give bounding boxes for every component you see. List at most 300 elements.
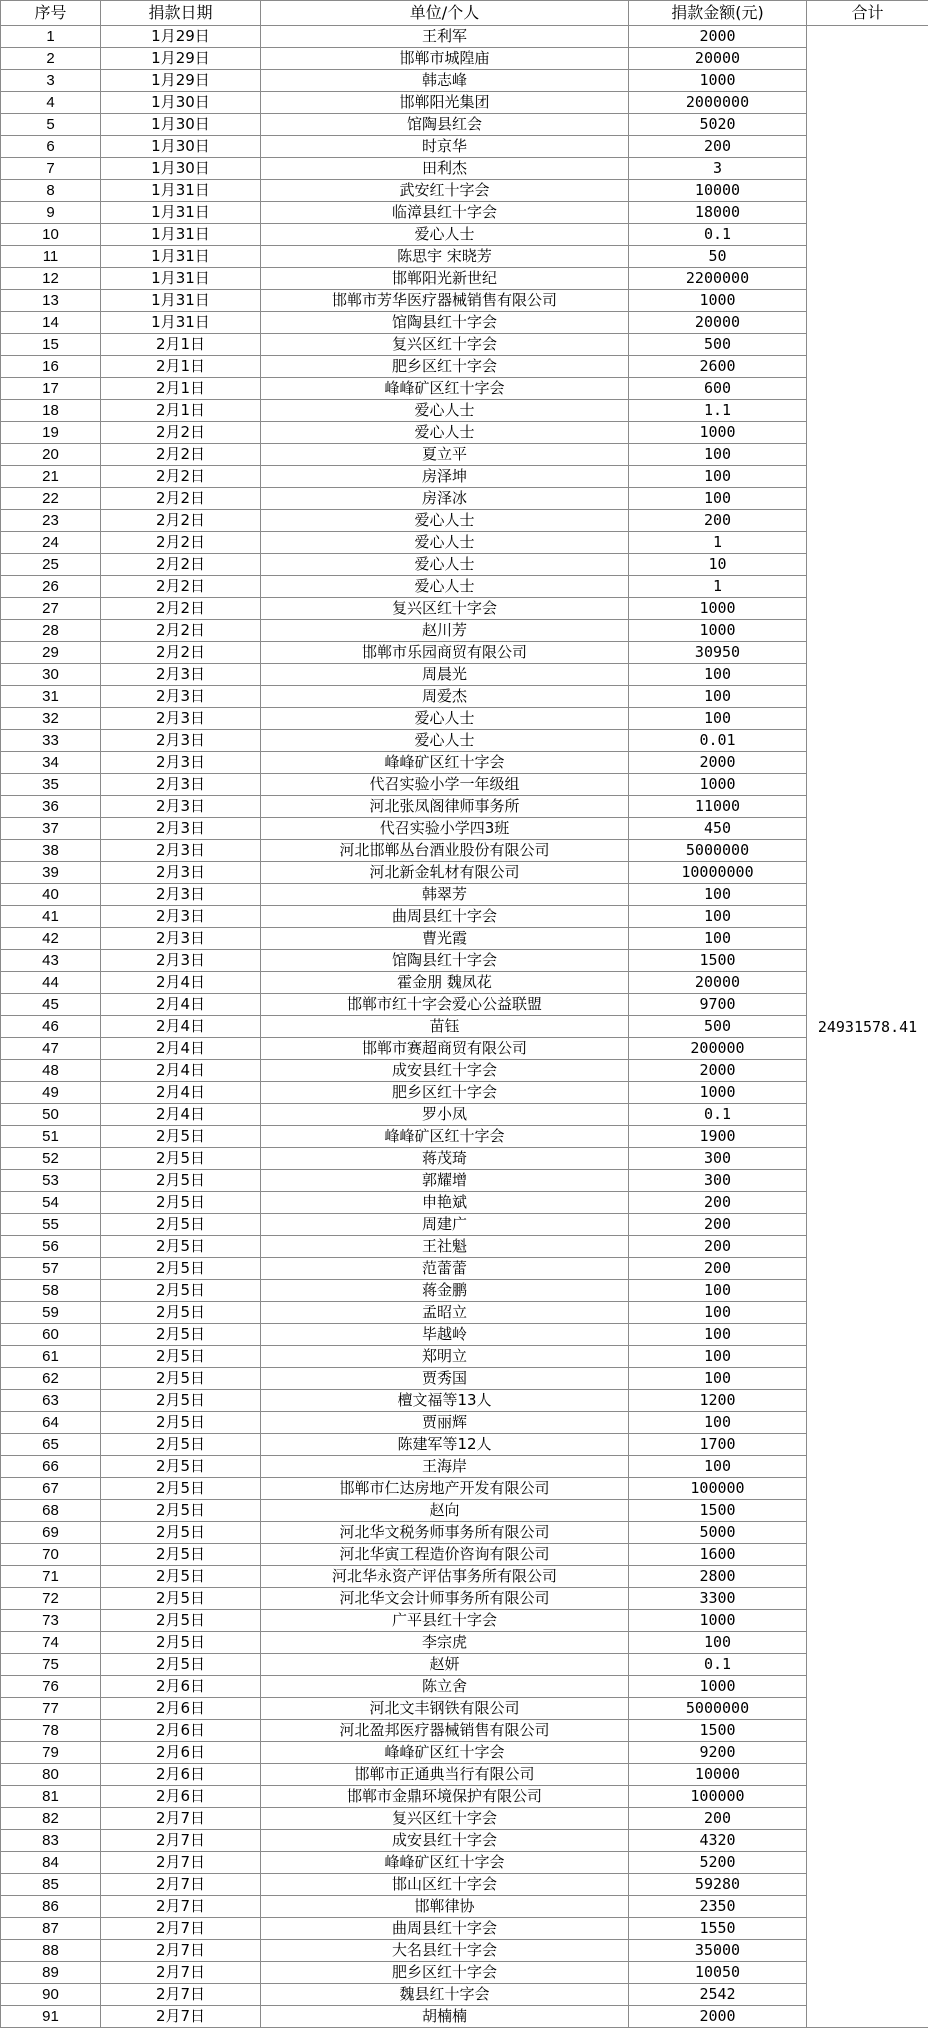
seq-cell: 45 bbox=[1, 994, 101, 1016]
table-row bbox=[1, 928, 928, 950]
seq-cell: 41 bbox=[1, 906, 101, 928]
seq-cell: 52 bbox=[1, 1148, 101, 1170]
amount-cell: 2000000 bbox=[629, 92, 807, 114]
donor-cell: 王社魁 bbox=[261, 1236, 629, 1258]
table-row bbox=[1, 818, 928, 840]
date-cell: 2月2日 bbox=[101, 532, 261, 554]
table-row bbox=[1, 598, 928, 620]
date-cell: 2月2日 bbox=[101, 576, 261, 598]
table-row bbox=[1, 1588, 928, 1610]
donor-cell: 馆陶县红十字会 bbox=[261, 950, 629, 972]
donor-cell: 复兴区红十字会 bbox=[261, 1808, 629, 1830]
amount-cell: 100 bbox=[629, 1280, 807, 1302]
donor-cell: 峰峰矿区红十字会 bbox=[261, 1126, 629, 1148]
seq-cell: 70 bbox=[1, 1544, 101, 1566]
donor-cell: 河北新金轧材有限公司 bbox=[261, 862, 629, 884]
donor-cell: 王利军 bbox=[261, 26, 629, 48]
seq-cell: 19 bbox=[1, 422, 101, 444]
amount-cell: 35000 bbox=[629, 1940, 807, 1962]
amount-cell: 100 bbox=[629, 906, 807, 928]
amount-cell: 1000 bbox=[629, 1676, 807, 1698]
amount-cell: 1500 bbox=[629, 950, 807, 972]
seq-cell: 69 bbox=[1, 1522, 101, 1544]
donor-cell: 韩翠芳 bbox=[261, 884, 629, 906]
table-row bbox=[1, 774, 928, 796]
seq-cell: 16 bbox=[1, 356, 101, 378]
table-row bbox=[1, 1280, 928, 1302]
seq-cell: 43 bbox=[1, 950, 101, 972]
date-cell: 2月3日 bbox=[101, 686, 261, 708]
date-cell: 2月5日 bbox=[101, 1500, 261, 1522]
seq-cell: 6 bbox=[1, 136, 101, 158]
date-cell: 2月5日 bbox=[101, 1610, 261, 1632]
table-row bbox=[1, 1500, 928, 1522]
seq-cell: 46 bbox=[1, 1016, 101, 1038]
donor-cell: 爱心人士 bbox=[261, 576, 629, 598]
seq-cell: 21 bbox=[1, 466, 101, 488]
seq-cell: 26 bbox=[1, 576, 101, 598]
date-cell: 1月31日 bbox=[101, 202, 261, 224]
amount-cell: 5200 bbox=[629, 1852, 807, 1874]
table-row bbox=[1, 158, 928, 180]
date-cell: 2月5日 bbox=[101, 1170, 261, 1192]
date-cell: 2月5日 bbox=[101, 1588, 261, 1610]
donor-cell: 魏县红十字会 bbox=[261, 1984, 629, 2006]
amount-cell: 2600 bbox=[629, 356, 807, 378]
date-cell: 2月7日 bbox=[101, 1830, 261, 1852]
table-row bbox=[1, 1126, 928, 1148]
seq-cell: 83 bbox=[1, 1830, 101, 1852]
date-cell: 2月2日 bbox=[101, 620, 261, 642]
date-cell: 2月1日 bbox=[101, 400, 261, 422]
seq-cell: 48 bbox=[1, 1060, 101, 1082]
amount-cell: 2000 bbox=[629, 752, 807, 774]
table-row bbox=[1, 620, 928, 642]
table-row bbox=[1, 180, 928, 202]
date-cell: 2月4日 bbox=[101, 1060, 261, 1082]
date-cell: 1月30日 bbox=[101, 92, 261, 114]
seq-cell: 85 bbox=[1, 1874, 101, 1896]
date-cell: 2月5日 bbox=[101, 1258, 261, 1280]
amount-cell: 10000 bbox=[629, 1764, 807, 1786]
table-row bbox=[1, 1148, 928, 1170]
seq-cell: 74 bbox=[1, 1632, 101, 1654]
table-row bbox=[1, 906, 928, 928]
table-row bbox=[1, 1038, 928, 1060]
table-row bbox=[1, 1544, 928, 1566]
donor-cell: 赵妍 bbox=[261, 1654, 629, 1676]
amount-cell: 9700 bbox=[629, 994, 807, 1016]
donor-cell: 周建广 bbox=[261, 1214, 629, 1236]
donor-cell: 复兴区红十字会 bbox=[261, 598, 629, 620]
date-cell: 2月7日 bbox=[101, 1918, 261, 1940]
date-cell: 2月3日 bbox=[101, 840, 261, 862]
donor-cell: 赵川芳 bbox=[261, 620, 629, 642]
seq-cell: 55 bbox=[1, 1214, 101, 1236]
table-row bbox=[1, 312, 928, 334]
seq-cell: 12 bbox=[1, 268, 101, 290]
donor-cell: 赵向 bbox=[261, 1500, 629, 1522]
donor-cell: 邯郸市正通典当行有限公司 bbox=[261, 1764, 629, 1786]
amount-cell: 10000 bbox=[629, 180, 807, 202]
date-cell: 2月3日 bbox=[101, 818, 261, 840]
table-row bbox=[1, 950, 928, 972]
donor-cell: 周晨光 bbox=[261, 664, 629, 686]
seq-cell: 29 bbox=[1, 642, 101, 664]
date-cell: 2月2日 bbox=[101, 444, 261, 466]
donor-cell: 河北华永资产评估事务所有限公司 bbox=[261, 1566, 629, 1588]
date-cell: 1月30日 bbox=[101, 114, 261, 136]
seq-cell: 35 bbox=[1, 774, 101, 796]
date-cell: 2月7日 bbox=[101, 1874, 261, 1896]
donor-cell: 武安红十字会 bbox=[261, 180, 629, 202]
date-cell: 1月31日 bbox=[101, 312, 261, 334]
amount-cell: 1000 bbox=[629, 70, 807, 92]
amount-cell: 2000 bbox=[629, 2006, 807, 2028]
seq-cell: 49 bbox=[1, 1082, 101, 1104]
donor-cell: 临漳县红十字会 bbox=[261, 202, 629, 224]
date-cell: 2月5日 bbox=[101, 1346, 261, 1368]
seq-cell: 64 bbox=[1, 1412, 101, 1434]
amount-cell: 50 bbox=[629, 246, 807, 268]
donor-cell: 韩志峰 bbox=[261, 70, 629, 92]
date-cell: 2月4日 bbox=[101, 1082, 261, 1104]
amount-cell: 2000 bbox=[629, 1060, 807, 1082]
date-cell: 1月31日 bbox=[101, 246, 261, 268]
amount-cell: 1550 bbox=[629, 1918, 807, 1940]
donor-cell: 霍金朋 魏凤花 bbox=[261, 972, 629, 994]
table-row bbox=[1, 510, 928, 532]
amount-cell: 1000 bbox=[629, 1082, 807, 1104]
date-cell: 2月6日 bbox=[101, 1742, 261, 1764]
donor-cell: 邯郸阳光集团 bbox=[261, 92, 629, 114]
table-row bbox=[1, 1346, 928, 1368]
amount-cell: 4320 bbox=[629, 1830, 807, 1852]
seq-cell: 25 bbox=[1, 554, 101, 576]
table-row bbox=[1, 972, 928, 994]
date-cell: 2月5日 bbox=[101, 1390, 261, 1412]
table-row bbox=[1, 422, 928, 444]
seq-cell: 13 bbox=[1, 290, 101, 312]
seq-cell: 15 bbox=[1, 334, 101, 356]
amount-cell: 100 bbox=[629, 1346, 807, 1368]
date-cell: 2月5日 bbox=[101, 1566, 261, 1588]
donor-cell: 爱心人士 bbox=[261, 730, 629, 752]
header-total: 合计 bbox=[807, 1, 928, 26]
donor-cell: 河北华文税务师事务所有限公司 bbox=[261, 1522, 629, 1544]
date-cell: 1月30日 bbox=[101, 158, 261, 180]
seq-cell: 47 bbox=[1, 1038, 101, 1060]
amount-cell: 1000 bbox=[629, 774, 807, 796]
donor-cell: 肥乡区红十字会 bbox=[261, 356, 629, 378]
amount-cell: 2350 bbox=[629, 1896, 807, 1918]
table-row bbox=[1, 1412, 928, 1434]
seq-cell: 58 bbox=[1, 1280, 101, 1302]
seq-cell: 50 bbox=[1, 1104, 101, 1126]
donor-cell: 蒋金鹏 bbox=[261, 1280, 629, 1302]
date-cell: 2月6日 bbox=[101, 1764, 261, 1786]
date-cell: 2月5日 bbox=[101, 1478, 261, 1500]
date-cell: 2月3日 bbox=[101, 708, 261, 730]
date-cell: 2月6日 bbox=[101, 1676, 261, 1698]
amount-cell: 5000000 bbox=[629, 840, 807, 862]
donor-cell: 河北盈邦医疗器械销售有限公司 bbox=[261, 1720, 629, 1742]
donor-cell: 广平县红十字会 bbox=[261, 1610, 629, 1632]
date-cell: 2月3日 bbox=[101, 730, 261, 752]
table-row bbox=[1, 1214, 928, 1236]
date-cell: 2月3日 bbox=[101, 752, 261, 774]
amount-cell: 100 bbox=[629, 664, 807, 686]
donor-cell: 邯郸市城隍庙 bbox=[261, 48, 629, 70]
amount-cell: 100000 bbox=[629, 1478, 807, 1500]
amount-cell: 1 bbox=[629, 576, 807, 598]
seq-cell: 32 bbox=[1, 708, 101, 730]
date-cell: 2月5日 bbox=[101, 1434, 261, 1456]
table-row bbox=[1, 224, 928, 246]
donor-cell: 峰峰矿区红十字会 bbox=[261, 1742, 629, 1764]
date-cell: 2月7日 bbox=[101, 1852, 261, 1874]
amount-cell: 1500 bbox=[629, 1720, 807, 1742]
seq-cell: 18 bbox=[1, 400, 101, 422]
donor-cell: 河北邯郸丛台酒业股份有限公司 bbox=[261, 840, 629, 862]
table-row bbox=[1, 1324, 928, 1346]
date-cell: 2月5日 bbox=[101, 1126, 261, 1148]
date-cell: 2月1日 bbox=[101, 378, 261, 400]
date-cell: 2月2日 bbox=[101, 466, 261, 488]
donor-cell: 贾丽辉 bbox=[261, 1412, 629, 1434]
date-cell: 2月1日 bbox=[101, 356, 261, 378]
table-row bbox=[1, 576, 928, 598]
table-row bbox=[1, 2006, 928, 2028]
seq-cell: 17 bbox=[1, 378, 101, 400]
table-row bbox=[1, 1610, 928, 1632]
amount-cell: 3300 bbox=[629, 1588, 807, 1610]
date-cell: 2月5日 bbox=[101, 1456, 261, 1478]
seq-cell: 82 bbox=[1, 1808, 101, 1830]
donor-cell: 孟昭立 bbox=[261, 1302, 629, 1324]
table-row bbox=[1, 1192, 928, 1214]
table-row bbox=[1, 1368, 928, 1390]
amount-cell: 100 bbox=[629, 928, 807, 950]
table-row bbox=[1, 862, 928, 884]
table-row bbox=[1, 466, 928, 488]
table-row bbox=[1, 1852, 928, 1874]
amount-cell: 3 bbox=[629, 158, 807, 180]
donor-cell: 爱心人士 bbox=[261, 224, 629, 246]
seq-cell: 81 bbox=[1, 1786, 101, 1808]
table-row bbox=[1, 1962, 928, 1984]
date-cell: 2月5日 bbox=[101, 1412, 261, 1434]
amount-cell: 1000 bbox=[629, 290, 807, 312]
amount-cell: 1000 bbox=[629, 422, 807, 444]
date-cell: 2月2日 bbox=[101, 554, 261, 576]
seq-cell: 42 bbox=[1, 928, 101, 950]
table-row bbox=[1, 1940, 928, 1962]
donor-cell: 郑明立 bbox=[261, 1346, 629, 1368]
seq-cell: 65 bbox=[1, 1434, 101, 1456]
date-cell: 2月3日 bbox=[101, 862, 261, 884]
seq-cell: 51 bbox=[1, 1126, 101, 1148]
seq-cell: 24 bbox=[1, 532, 101, 554]
date-cell: 2月6日 bbox=[101, 1786, 261, 1808]
table-row bbox=[1, 1456, 928, 1478]
table-row bbox=[1, 1698, 928, 1720]
amount-cell: 100 bbox=[629, 1324, 807, 1346]
seq-cell: 63 bbox=[1, 1390, 101, 1412]
donor-cell: 邯郸市赛超商贸有限公司 bbox=[261, 1038, 629, 1060]
seq-cell: 11 bbox=[1, 246, 101, 268]
seq-cell: 34 bbox=[1, 752, 101, 774]
table-row bbox=[1, 1236, 928, 1258]
date-cell: 2月5日 bbox=[101, 1192, 261, 1214]
amount-cell: 1.1 bbox=[629, 400, 807, 422]
seq-cell: 67 bbox=[1, 1478, 101, 1500]
donor-cell: 邯郸市金鼎环境保护有限公司 bbox=[261, 1786, 629, 1808]
date-cell: 2月5日 bbox=[101, 1280, 261, 1302]
table-row bbox=[1, 114, 928, 136]
amount-cell: 300 bbox=[629, 1148, 807, 1170]
table-row bbox=[1, 884, 928, 906]
table-row bbox=[1, 268, 928, 290]
seq-cell: 68 bbox=[1, 1500, 101, 1522]
donor-cell: 爱心人士 bbox=[261, 400, 629, 422]
amount-cell: 30950 bbox=[629, 642, 807, 664]
amount-cell: 1500 bbox=[629, 1500, 807, 1522]
table-row bbox=[1, 356, 928, 378]
donor-cell: 峰峰矿区红十字会 bbox=[261, 752, 629, 774]
table-row bbox=[1, 796, 928, 818]
amount-cell: 10 bbox=[629, 554, 807, 576]
amount-cell: 9200 bbox=[629, 1742, 807, 1764]
seq-cell: 54 bbox=[1, 1192, 101, 1214]
date-cell: 2月4日 bbox=[101, 1104, 261, 1126]
header-donor: 单位/个人 bbox=[261, 1, 629, 26]
date-cell: 2月5日 bbox=[101, 1214, 261, 1236]
date-cell: 1月31日 bbox=[101, 268, 261, 290]
date-cell: 2月2日 bbox=[101, 488, 261, 510]
donor-cell: 陈思宇 宋晓芳 bbox=[261, 246, 629, 268]
amount-cell: 200 bbox=[629, 1236, 807, 1258]
amount-cell: 200 bbox=[629, 136, 807, 158]
date-cell: 2月4日 bbox=[101, 972, 261, 994]
date-cell: 1月29日 bbox=[101, 48, 261, 70]
table-row bbox=[1, 246, 928, 268]
donor-cell: 邯郸市芳华医疗器械销售有限公司 bbox=[261, 290, 629, 312]
seq-cell: 20 bbox=[1, 444, 101, 466]
date-cell: 1月29日 bbox=[101, 70, 261, 92]
amount-cell: 600 bbox=[629, 378, 807, 400]
seq-cell: 61 bbox=[1, 1346, 101, 1368]
table-row bbox=[1, 92, 928, 114]
amount-cell: 2200000 bbox=[629, 268, 807, 290]
amount-cell: 1600 bbox=[629, 1544, 807, 1566]
amount-cell: 2000 bbox=[629, 26, 807, 48]
donor-cell: 馆陶县红会 bbox=[261, 114, 629, 136]
date-cell: 2月7日 bbox=[101, 1808, 261, 1830]
table-row bbox=[1, 444, 928, 466]
donor-cell: 苗钰 bbox=[261, 1016, 629, 1038]
donor-cell: 邯山区红十字会 bbox=[261, 1874, 629, 1896]
amount-cell: 5000000 bbox=[629, 1698, 807, 1720]
seq-cell: 30 bbox=[1, 664, 101, 686]
table-row bbox=[1, 1258, 928, 1280]
date-cell: 1月30日 bbox=[101, 136, 261, 158]
table-row bbox=[1, 1104, 928, 1126]
date-cell: 2月2日 bbox=[101, 422, 261, 444]
date-cell: 2月3日 bbox=[101, 884, 261, 906]
donor-cell: 房泽冰 bbox=[261, 488, 629, 510]
donor-cell: 李宗虎 bbox=[261, 1632, 629, 1654]
table-row bbox=[1, 554, 928, 576]
donor-cell: 邯郸阳光新世纪 bbox=[261, 268, 629, 290]
date-cell: 2月3日 bbox=[101, 906, 261, 928]
table-row bbox=[1, 1478, 928, 1500]
amount-cell: 100 bbox=[629, 488, 807, 510]
donor-cell: 檀文福等13人 bbox=[261, 1390, 629, 1412]
date-cell: 2月3日 bbox=[101, 664, 261, 686]
table-row bbox=[1, 708, 928, 730]
seq-cell: 71 bbox=[1, 1566, 101, 1588]
seq-cell: 56 bbox=[1, 1236, 101, 1258]
table-row bbox=[1, 1786, 928, 1808]
date-cell: 2月3日 bbox=[101, 796, 261, 818]
amount-cell: 59280 bbox=[629, 1874, 807, 1896]
table-row bbox=[1, 532, 928, 554]
date-cell: 2月4日 bbox=[101, 994, 261, 1016]
date-cell: 1月31日 bbox=[101, 180, 261, 202]
donor-cell: 蒋茂琦 bbox=[261, 1148, 629, 1170]
table-row bbox=[1, 334, 928, 356]
date-cell: 2月6日 bbox=[101, 1698, 261, 1720]
donor-cell: 范蕾蕾 bbox=[261, 1258, 629, 1280]
table-body bbox=[1, 26, 928, 2028]
amount-cell: 1700 bbox=[629, 1434, 807, 1456]
table-row bbox=[1, 686, 928, 708]
donor-cell: 曹光霞 bbox=[261, 928, 629, 950]
header-date: 捐款日期 bbox=[101, 1, 261, 26]
donor-cell: 郭耀增 bbox=[261, 1170, 629, 1192]
date-cell: 2月7日 bbox=[101, 1984, 261, 2006]
donor-cell: 罗小凤 bbox=[261, 1104, 629, 1126]
table-row bbox=[1, 664, 928, 686]
amount-cell: 500 bbox=[629, 1016, 807, 1038]
amount-cell: 100 bbox=[629, 708, 807, 730]
donor-cell: 毕越岭 bbox=[261, 1324, 629, 1346]
donor-cell: 成安县红十字会 bbox=[261, 1830, 629, 1852]
donor-cell: 馆陶县红十字会 bbox=[261, 312, 629, 334]
donor-cell: 爱心人士 bbox=[261, 554, 629, 576]
donor-cell: 陈立舍 bbox=[261, 1676, 629, 1698]
date-cell: 1月31日 bbox=[101, 224, 261, 246]
date-cell: 2月5日 bbox=[101, 1148, 261, 1170]
donor-cell: 夏立平 bbox=[261, 444, 629, 466]
date-cell: 1月29日 bbox=[101, 26, 261, 48]
table-row bbox=[1, 1918, 928, 1940]
donor-cell: 周爱杰 bbox=[261, 686, 629, 708]
date-cell: 2月5日 bbox=[101, 1522, 261, 1544]
amount-cell: 1900 bbox=[629, 1126, 807, 1148]
donor-cell: 曲周县红十字会 bbox=[261, 1918, 629, 1940]
amount-cell: 200000 bbox=[629, 1038, 807, 1060]
donor-cell: 河北文丰钢铁有限公司 bbox=[261, 1698, 629, 1720]
amount-cell: 5020 bbox=[629, 114, 807, 136]
donor-cell: 峰峰矿区红十字会 bbox=[261, 378, 629, 400]
table-row bbox=[1, 1082, 928, 1104]
table-row bbox=[1, 26, 928, 48]
date-cell: 2月5日 bbox=[101, 1654, 261, 1676]
table-row bbox=[1, 1720, 928, 1742]
date-cell: 2月3日 bbox=[101, 950, 261, 972]
